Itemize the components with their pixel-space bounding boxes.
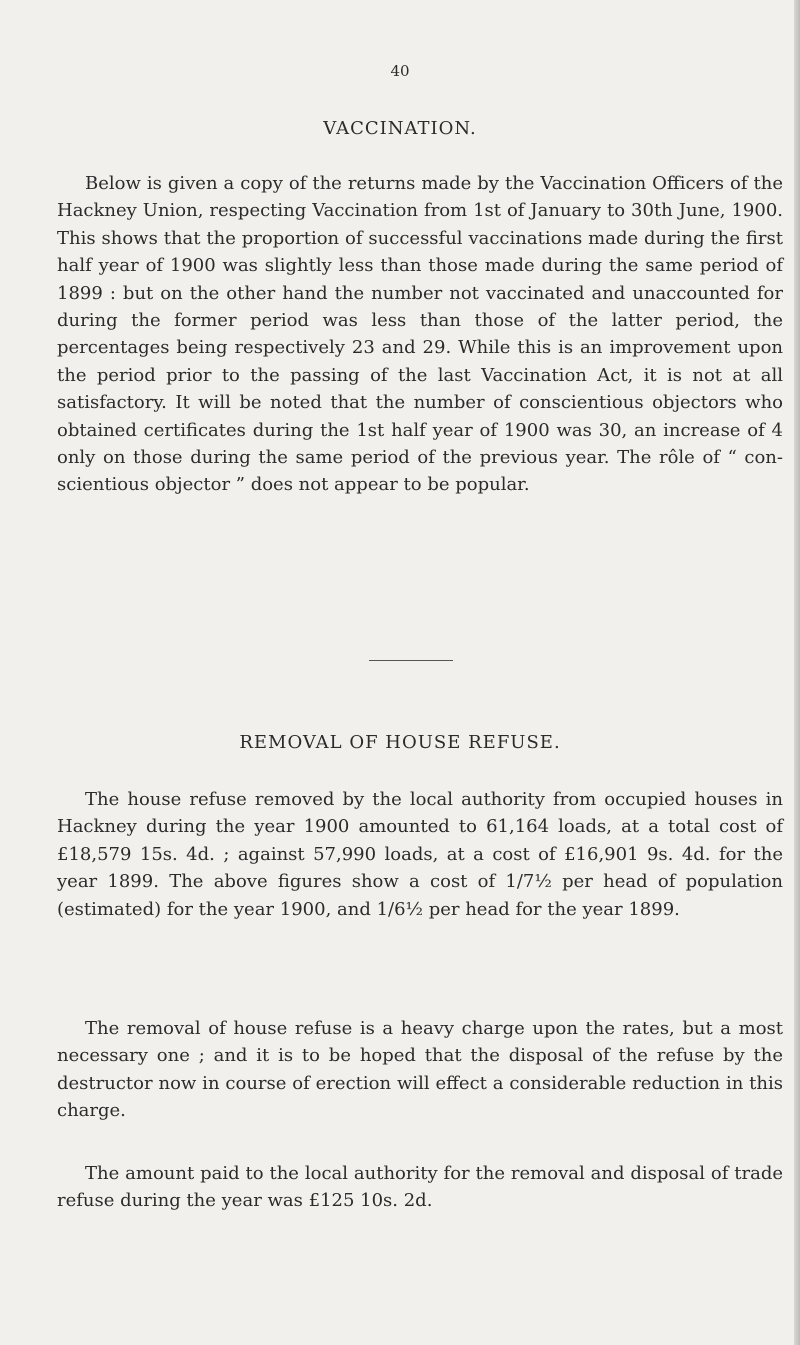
refuse-paragraph-2: The removal of house refuse is a heavy charge upon the rates, but a most necessary one ; and it is to be hoped that the disposal of the refuse by the destructor now in course of erection will effect a considerable reduction in this charge.	[57, 1018, 783, 1122]
refuse-heading: REMOVAL OF HOUSE REFUSE.	[239, 732, 561, 753]
refuse-paragraph-3: The amount paid to the local authority for the removal and disposal of trade refuse during the year was £125 10s. 2d.	[57, 1163, 783, 1212]
page-edge	[794, 0, 800, 1345]
vaccination-heading: VACCINATION.	[323, 118, 477, 139]
vaccination-paragraph: Below is given a copy of the returns made by the Vaccination Officers of the Hackney Union, respecting Vaccination from 1st of January to 30th June, 1900. This shows that the proportion of successful vaccinations made during the first half year of 1900 was slightly less than those made during the same period of 1899 : but on the other hand the number not vaccinated and unaccounted for during the former period was less than those of the latter period, the percentages being respectively 23 and 29. While this is an improvement upon the period prior to the passing of the last Vaccination Act, it is not at all satisfactory. It will be noted that the number of conscientious objectors who obtained certificates during the 1st half year of 1900 was 30, an increase of 4 only on those during the same period of the previous year. The rôle of “ conscientious objector ” does not appear to be popular.	[57, 173, 783, 496]
page-number: 40	[390, 62, 410, 80]
section-divider	[369, 660, 453, 661]
refuse-paragraph-1: The house refuse removed by the local authority from occupied houses in Hackney during the year 1900 amounted to 61,164 loads, at a total cost of £18,579 15s. 4d. ; against 57,990 loads, at a cost of £16,901 9s. 4d. for the year 1899. The above figures show a cost of 1/7½ per head of population (estimated) for the year 1900, and 1/6½ per head for the year 1899.	[57, 789, 783, 920]
